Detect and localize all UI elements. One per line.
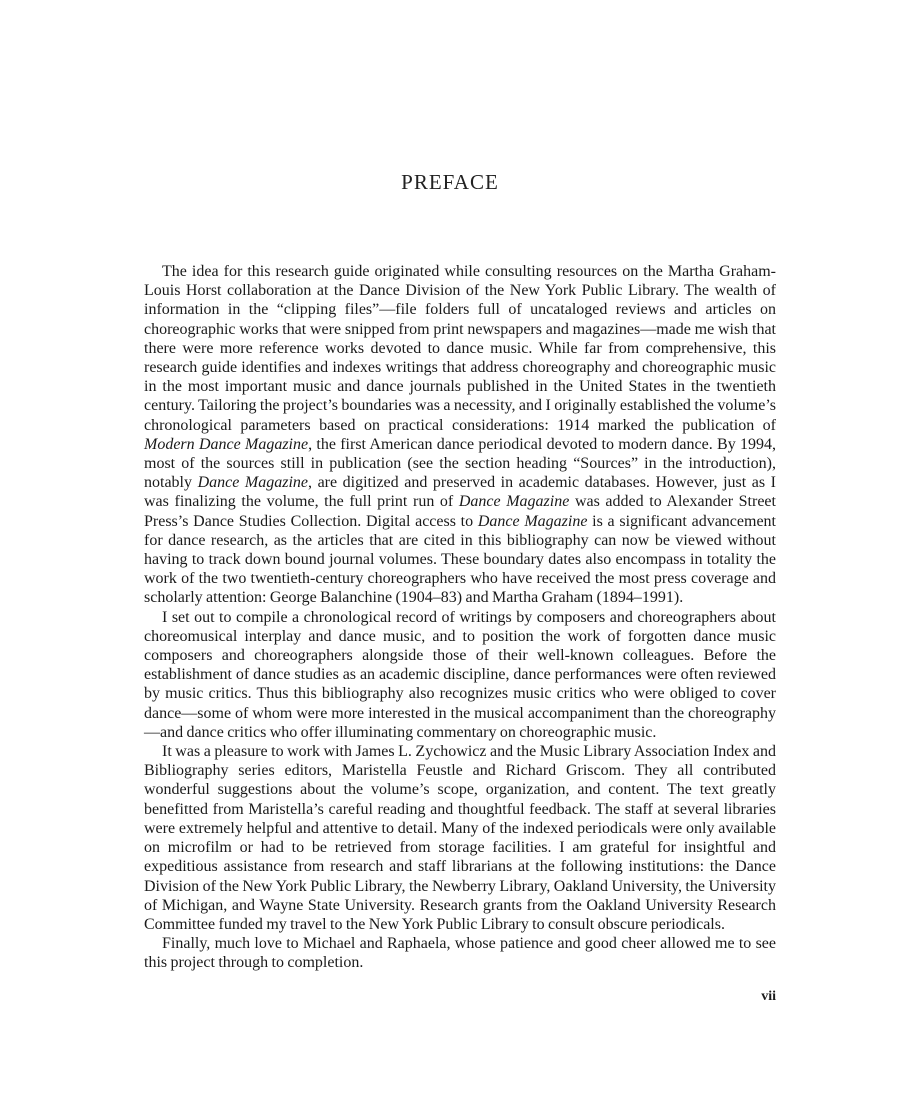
text-span: The idea for this research guide originated while consulting resources on the Martha Graham-Louis Horst collaboration at the Dance Division of the New York Public Library. The wealth of information in the “clipping files”—file folders full of uncataloged reviews and articles on choreographic works that were snipped from print newspapers and magazines—made me wish that there were more reference works devoted to dance music. While far from comprehensive, this research guide identifies and indexes writings that address choreography and choreographic music in the most important music and dance journals published in the United States in the twentieth century. Tailoring the project’s boundaries was a necessity, and I originally established the volume’s chronological parameters based on practical considerations: 1914 marked the publication of	[144, 263, 776, 434]
text-span: Finally, much love to Michael and Raphaela, whose patience and good cheer allowed me to see this project through to completion.	[144, 935, 776, 972]
text-span: It was a pleasure to work with James L. Zychowicz and the Music Library Association Index and Bibliography series editors, Maristella Feustle and Richard Griscom. They all contributed wonderful suggestions about the volume’s scope, organization, and content. The text greatly benefitted from Maristella’s careful reading and thoughtful feedback. The staff at several libraries were extremely helpful and attentive to detail. Many of the indexed periodicals were only available on microfilm or had to be retrieved from storage facilities. I am grateful for insightful and expeditious assistance from research and staff librarians at the following institutions: the Dance Division of the New York Public Library, the Newberry Library, Oakland University, the University of Michigan, and Wayne State University. Research grants from the Oakland University Research Committee funded my travel to the New York Public Library to consult obscure periodicals.	[144, 743, 776, 933]
text-span: , are digitized and preserved in academic databases. However, just as I was finalizing the volume, the full print run of	[144, 474, 776, 511]
text-span: was added to Alexander Street Press’s Dance Studies Collection. Digital access to	[144, 493, 776, 530]
paragraph-2	[144, 608, 776, 742]
text-span: I set out to compile a chronological record of writings by composers and choreographers about choreomusical interplay and dance music, and to position the work of forgotten dance music composers and choreographers alongside those of their well-known colleagues. Before the establishment of dance studies as an academic discipline, dance performances were often reviewed by music critics. Thus this bibliography also recognizes music critics who were obliged to cover dance—some of whom were more interested in the musical accompaniment than the choreography—and dance critics who offer illuminating commentary on choreographic music.	[144, 608, 776, 741]
paragraph-1	[144, 262, 776, 608]
text-span: is a significant advancement for dance research, as the articles that are cited in this bibliography can now be viewed without having to track down bound journal volumes. These boundary dates also encompass in totality the work of the two twentieth-century choreographers who have received the most press coverage and scholarly attention: George Balanchine (1904–83) and Martha Graham (1894–1991).	[144, 512, 776, 607]
page-title: PREFACE	[401, 170, 499, 194]
text-span: , the first American dance periodical devoted to modern dance. By 1994, most of the sources still in publication (see the section heading “Sources” in the introduction), notably	[144, 435, 776, 492]
paragraph-3	[144, 742, 776, 934]
italic-title: Dance Magazine	[477, 512, 588, 530]
italic-title: Dance Magazine	[197, 474, 308, 492]
page-number: vii	[761, 989, 776, 1004]
italic-title: Modern Dance Magazine	[144, 435, 309, 453]
preface-body	[144, 262, 776, 973]
paragraph-4	[144, 934, 776, 972]
italic-title: Dance Magazine	[458, 493, 570, 511]
